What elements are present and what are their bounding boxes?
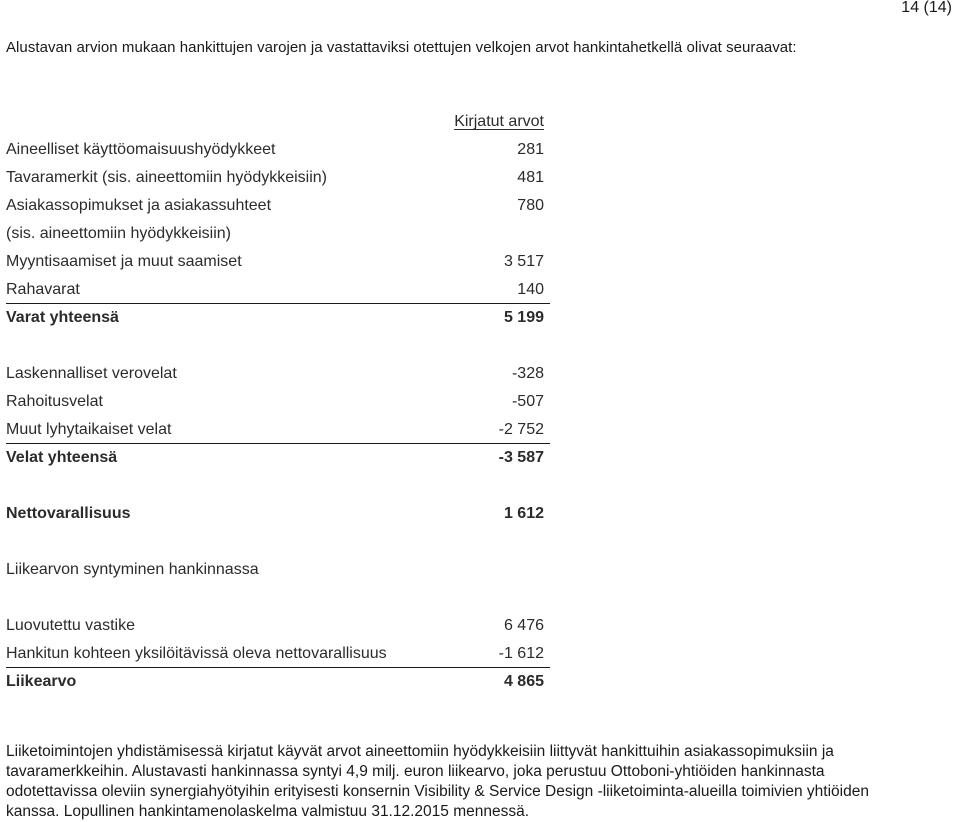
row-value: 1 612: [503, 505, 544, 522]
row-value: 140: [517, 280, 544, 298]
column-header-recorded-values: Kirjatut arvot: [454, 113, 544, 130]
table-row: [6, 640, 550, 668]
table-row: [6, 388, 550, 416]
table-row: [6, 612, 550, 640]
row-label: (sis. aineettomiin hyödykkeisiin): [6, 225, 231, 242]
row-label: Laskennalliset verovelat: [6, 365, 177, 382]
row-label: Varat yhteensä: [6, 309, 119, 326]
row-value: 481: [517, 169, 544, 186]
total-assets-row: [6, 304, 550, 332]
row-value: -3 587: [498, 449, 544, 466]
footer-line: tavaramerkkeihin. Alustavasti hankinnassa syntyi 4,9 milj. euron liikearvo, joka perustuu Ottoboni-yhtiöiden hankinnasta: [6, 763, 825, 780]
footer-line: Liiketoimintojen yhdistämisessä kirjatut käyvät arvot aineettomiin hyödykkeisiin liittyvät hankittuihin asiakassopimuksiin ja: [6, 743, 834, 760]
row-label: Nettovarallisuus: [6, 505, 131, 522]
row-value: 3 517: [503, 253, 544, 270]
table-row: [6, 164, 550, 192]
goodwill-row: [6, 668, 550, 696]
row-value: 5 199: [503, 309, 544, 326]
row-label: Liikearvo: [6, 673, 77, 690]
row-label: Hankitun kohteen yksilöitävissä oleva nettovarallisuus: [6, 644, 387, 662]
footer-line: kanssa. Lopullinen hankintamenolaskelma valmistuu 31.12.2015 mennessä.: [6, 803, 530, 820]
row-value: 780: [517, 197, 544, 214]
acquisition-table: [6, 108, 550, 696]
row-label: Rahavarat: [6, 280, 80, 298]
total-liabilities-row: [6, 444, 550, 472]
table-row: [6, 192, 550, 220]
row-label: Tavaramerkit (sis. aineettomiin hyödykkeisiin): [6, 169, 327, 186]
row-value: -507: [511, 393, 544, 410]
row-label: Asiakassopimukset ja asiakassuhteet: [6, 197, 272, 214]
row-value: 281: [517, 141, 544, 158]
row-label: Velat yhteensä: [6, 449, 118, 466]
row-value: 4 865: [503, 673, 544, 690]
table-row: [6, 136, 550, 164]
row-value: -328: [511, 365, 544, 382]
table-row: [6, 220, 550, 248]
row-value: -1 612: [498, 644, 544, 662]
table-row: [6, 248, 550, 276]
row-label: Aineelliset käyttöomaisuushyödykkeet: [6, 141, 276, 158]
row-label: Rahoitusvelat: [6, 393, 103, 410]
row-value: -2 752: [498, 420, 544, 438]
table-row: [6, 416, 550, 444]
table-row: [6, 276, 550, 304]
row-label: Liikearvon syntyminen hankinnassa: [6, 561, 259, 578]
table-row: [6, 360, 550, 388]
net-assets-row: [6, 500, 550, 528]
row-label: Myyntisaamiset ja muut saamiset: [6, 253, 242, 270]
footer-paragraph: [6, 742, 956, 822]
goodwill-section-heading: [6, 556, 550, 584]
page-number: 14 (14): [901, 0, 952, 16]
footer-line: odotettavissa oleviin synergiahyötyihin erityisesti konsernin Visibility & Service Design -liiketoiminta-alueilla toimivien yhtiöiden: [6, 783, 869, 800]
row-label: Luovutettu vastike: [6, 617, 135, 634]
row-value: 6 476: [503, 617, 544, 634]
row-label: Muut lyhytaikaiset velat: [6, 420, 172, 438]
table-header: [6, 108, 550, 136]
intro-text: Alustavan arvion mukaan hankittujen varojen ja vastattaviksi otettujen velkojen arvot hankintahetkellä olivat seuraavat:: [6, 39, 797, 56]
